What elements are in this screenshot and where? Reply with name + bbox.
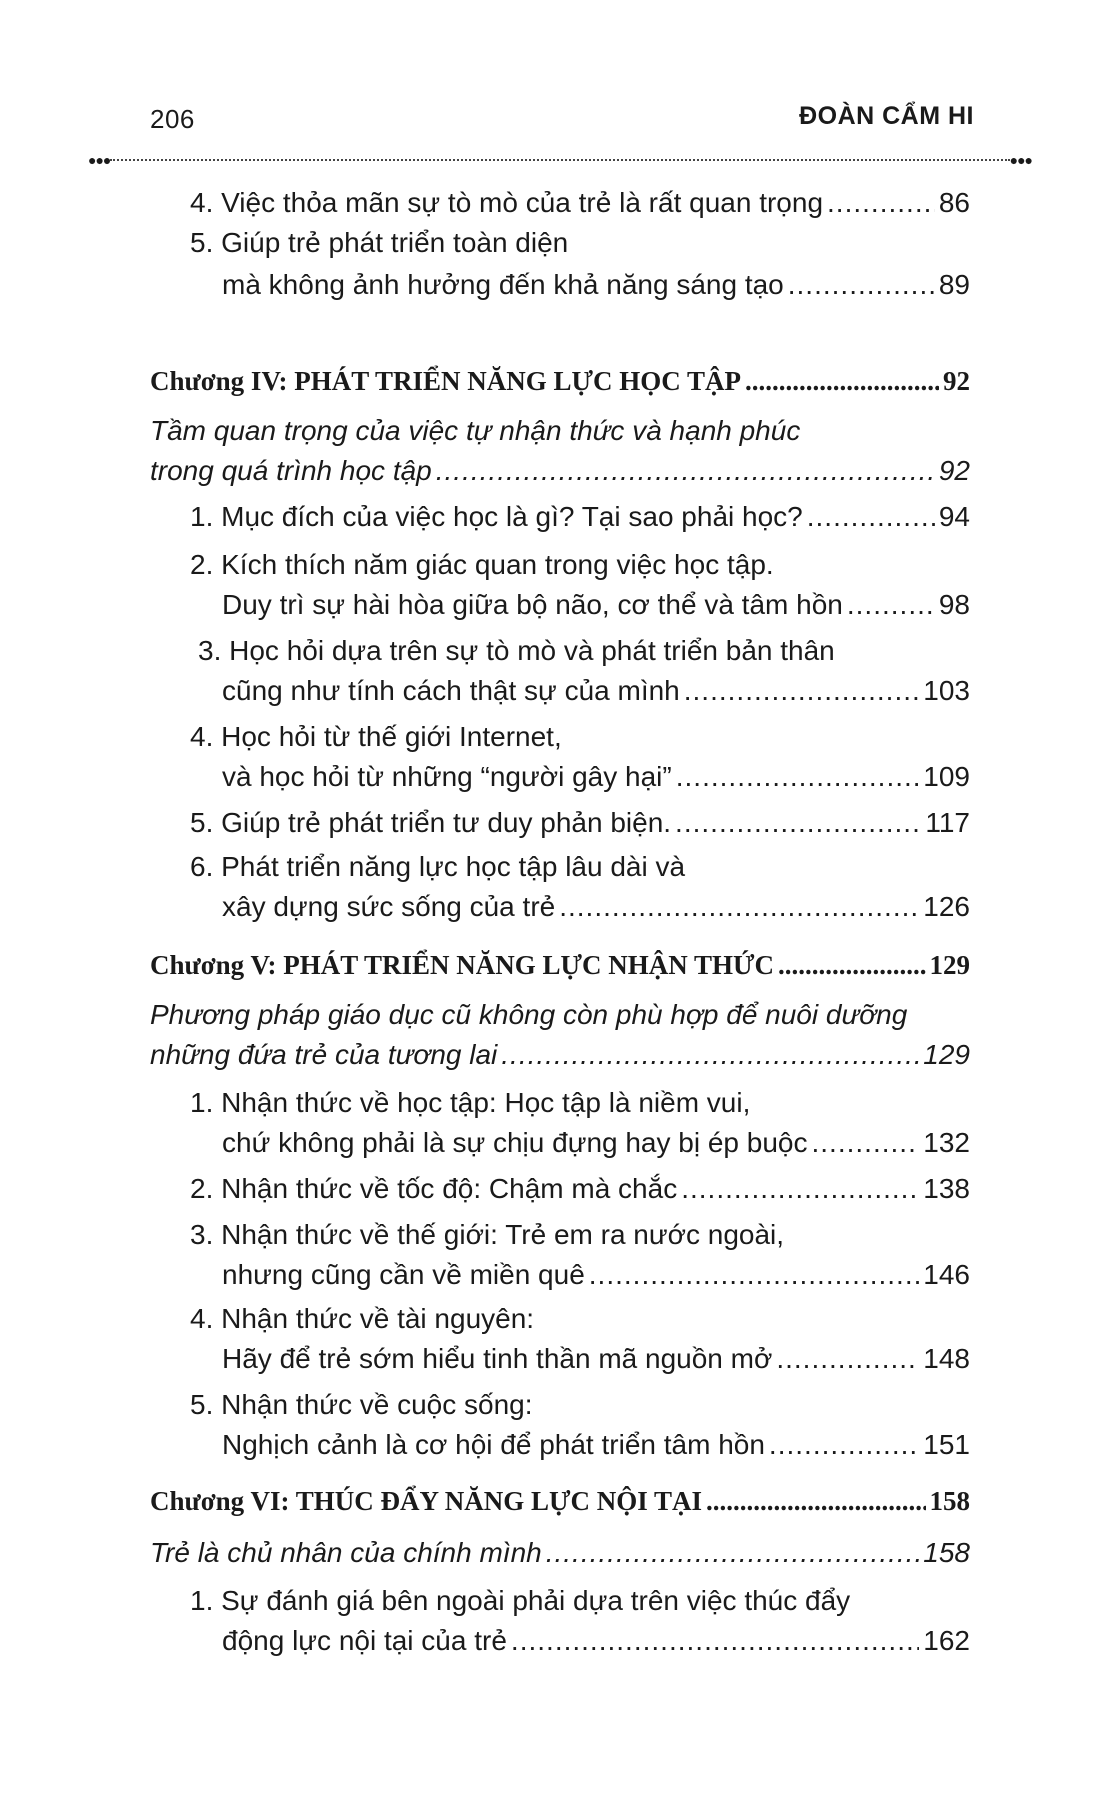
leader-dots bbox=[776, 1342, 919, 1376]
leader-dots bbox=[681, 1172, 919, 1206]
toc-entry-title: cũng như tính cách thật sự của mình bbox=[222, 675, 680, 706]
chapter-page: 158 bbox=[929, 1486, 970, 1516]
toc-entry[interactable] bbox=[222, 1126, 970, 1160]
toc-chapter-heading[interactable] bbox=[150, 1484, 970, 1518]
toc-entry-page: 89 bbox=[938, 269, 970, 300]
toc-entry-page: 92 bbox=[938, 455, 970, 486]
toc-entry-title: và học hỏi từ những “người gây hại” bbox=[222, 761, 672, 792]
toc-intro-entry[interactable] bbox=[150, 1038, 970, 1072]
leader-dots bbox=[676, 760, 920, 794]
toc-entry[interactable] bbox=[190, 806, 970, 840]
toc-entry-page: 103 bbox=[923, 675, 970, 706]
toc-intro-title: những đứa trẻ của tương lai bbox=[150, 1039, 498, 1070]
chapter-title: Chương V: PHÁT TRIỂN NĂNG LỰC NHẬN THỨC bbox=[150, 950, 775, 980]
leader-dots bbox=[436, 454, 935, 488]
toc-entry-title: chứ không phải là sự chịu đựng hay bị ép buộc bbox=[222, 1127, 808, 1158]
leader-dots bbox=[788, 268, 935, 302]
leader-dots bbox=[511, 1624, 919, 1658]
toc-entry-page: 117 bbox=[925, 807, 970, 838]
toc-entry-title: 1. Nhận thức về học tập: Học tập là niềm vui, bbox=[190, 1087, 751, 1118]
leader-dots bbox=[559, 890, 919, 924]
leader-dots bbox=[675, 806, 921, 840]
toc-entry[interactable] bbox=[222, 268, 970, 302]
toc-entry-page: 94 bbox=[938, 501, 970, 532]
toc-entry-title: 2. Nhận thức về tốc độ: Chậm mà chắc bbox=[190, 1173, 678, 1204]
toc-entry-page: 158 bbox=[923, 1537, 970, 1568]
toc-entry[interactable] bbox=[222, 674, 970, 708]
toc-entry-title: Nghịch cảnh là cơ hội để phát triển tâm hồn bbox=[222, 1429, 765, 1460]
toc-entry-title: 1. Sự đánh giá bên ngoài phải dựa trên việc thúc đẩy bbox=[190, 1585, 851, 1616]
leader-dots bbox=[684, 674, 920, 708]
toc-entry[interactable] bbox=[190, 186, 970, 220]
toc-entry[interactable] bbox=[222, 1624, 970, 1658]
toc-intro-entry[interactable] bbox=[150, 454, 970, 488]
toc-entry-title: 5. Nhận thức về cuộc sống: bbox=[190, 1389, 533, 1420]
toc-entry-title: 4. Học hỏi từ thế giới Internet, bbox=[190, 721, 562, 752]
toc-entry-page: 138 bbox=[923, 1173, 970, 1204]
leader-dots bbox=[812, 1126, 920, 1160]
toc-entry[interactable] bbox=[190, 500, 970, 534]
toc-intro-title: Tầm quan trọng của việc tự nhận thức và hạnh phúc bbox=[150, 415, 801, 446]
chapter-page: 129 bbox=[929, 950, 970, 980]
leader-dots bbox=[807, 500, 935, 534]
toc-entry-title: 3. Học hỏi dựa trên sự tò mò và phát triển bản thân bbox=[198, 635, 835, 666]
toc-entry[interactable] bbox=[222, 890, 970, 924]
toc-entry[interactable] bbox=[222, 1258, 970, 1292]
leader-dots bbox=[827, 186, 935, 220]
toc-entry[interactable] bbox=[222, 588, 970, 622]
toc-entry-page: 146 bbox=[923, 1259, 970, 1290]
toc-intro-title: trong quá trình học tập bbox=[150, 455, 432, 486]
toc-entry-title: Duy trì sự hài hòa giữa bộ não, cơ thể và tâm hồn bbox=[222, 589, 843, 620]
toc-entry-title: 6. Phát triển năng lực học tập lâu dài và bbox=[190, 851, 686, 882]
toc-chapter-heading[interactable] bbox=[150, 364, 970, 398]
leader-dots bbox=[589, 1258, 920, 1292]
toc-entry-title: 4. Việc thỏa mãn sự tò mò của trẻ là rất quan trọng bbox=[190, 187, 824, 218]
toc-intro-title: Phương pháp giáo dục cũ không còn phù hợp để nuôi dưỡng bbox=[150, 999, 908, 1030]
chapter-title: Chương VI: THÚC ĐẨY NĂNG LỰC NỘI TẠI bbox=[150, 1486, 702, 1516]
toc-chapter-heading[interactable] bbox=[150, 948, 970, 982]
leader-dots bbox=[501, 1038, 919, 1072]
toc-entry-title: Hãy để trẻ sớm hiểu tinh thần mã nguồn mở bbox=[222, 1343, 773, 1374]
toc-entry[interactable] bbox=[222, 760, 970, 794]
toc-entry-title: 5. Giúp trẻ phát triển tư duy phản biện. bbox=[190, 807, 672, 838]
leader-dots bbox=[706, 1484, 926, 1518]
toc-intro-entry[interactable] bbox=[150, 1536, 970, 1570]
toc-entry-title: 5. Giúp trẻ phát triển toàn diện bbox=[190, 227, 569, 258]
toc-entry[interactable] bbox=[222, 1342, 970, 1376]
toc-entry-page: 148 bbox=[923, 1343, 970, 1374]
page-number: 206 bbox=[150, 104, 195, 134]
leader-dots bbox=[745, 364, 939, 398]
chapter-page: 92 bbox=[943, 366, 970, 396]
toc-entry[interactable] bbox=[222, 1428, 970, 1462]
leader-dots bbox=[769, 1428, 919, 1462]
toc-entry-title: 4. Nhận thức về tài nguyên: bbox=[190, 1303, 535, 1334]
toc-entry-page: 162 bbox=[923, 1625, 970, 1656]
toc-intro-title: Trẻ là chủ nhân của chính mình bbox=[150, 1537, 542, 1568]
running-header-author: ĐOÀN CẨM HI bbox=[799, 102, 974, 130]
toc-entry-title: mà không ảnh hưởng đến khả năng sáng tạo bbox=[222, 269, 784, 300]
toc-entry-page: 129 bbox=[923, 1039, 970, 1070]
chapter-title: Chương IV: PHÁT TRIỂN NĂNG LỰC HỌC TẬP bbox=[150, 366, 742, 396]
toc-entry[interactable] bbox=[190, 1172, 970, 1206]
toc-entry-page: 132 bbox=[923, 1127, 970, 1158]
toc-entry-page: 151 bbox=[923, 1429, 970, 1460]
toc-entry-page: 98 bbox=[938, 589, 970, 620]
leader-dots bbox=[847, 588, 935, 622]
leader-dots bbox=[546, 1536, 920, 1570]
toc-entry-page: 109 bbox=[923, 761, 970, 792]
toc-entry-title: 2. Kích thích năm giác quan trong việc học tập. bbox=[190, 549, 774, 580]
toc-entry-title: động lực nội tại của trẻ bbox=[222, 1625, 507, 1656]
toc-entry-title: nhưng cũng cần về miền quê bbox=[222, 1259, 585, 1290]
toc-entry-title: 1. Mục đích của việc học là gì? Tại sao phải học? bbox=[190, 501, 803, 532]
leader-dots bbox=[778, 948, 925, 982]
toc-entry-title: 3. Nhận thức về thế giới: Trẻ em ra nước ngoài, bbox=[190, 1219, 785, 1250]
toc-entry-page: 86 bbox=[938, 187, 970, 218]
toc-entry-page: 126 bbox=[923, 891, 970, 922]
toc-entry-title: xây dựng sức sống của trẻ bbox=[222, 891, 556, 922]
header-dotted-rule: ●●● ●●● bbox=[88, 152, 1032, 168]
